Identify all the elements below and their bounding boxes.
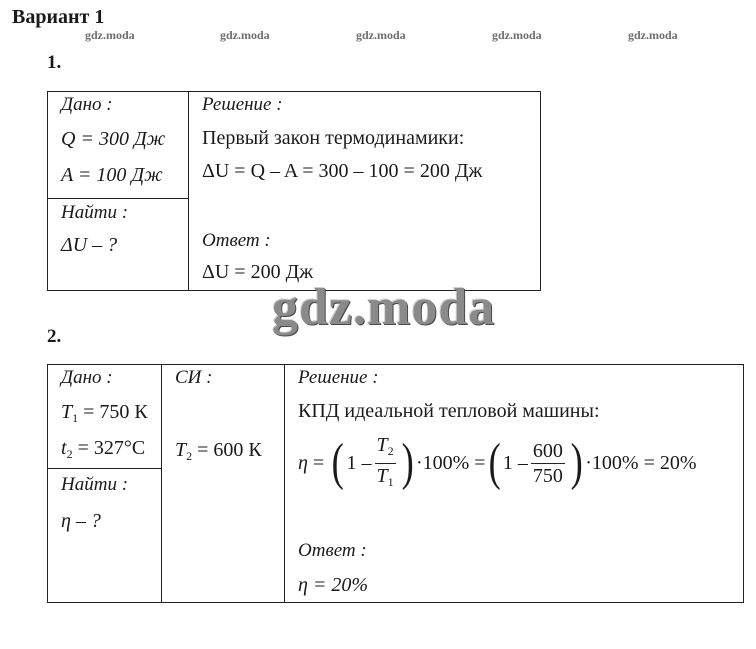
watermark-small: gdz.moda xyxy=(628,28,678,42)
solution-label: Решение : xyxy=(298,367,379,388)
equation: ΔU = Q – A = 300 – 100 = 200 Дж xyxy=(202,160,483,182)
given-value: A = 100 Дж xyxy=(61,164,163,186)
answer-value: η = 20% xyxy=(298,574,369,596)
answer-label: Ответ : xyxy=(202,230,271,251)
efficiency-formula: η = ( 1 – $\frac{T_2}{T_1}$ ) ·100% = ( 1 – $\frac{600}{750}$ ) ·100% = 20% xyxy=(298,433,697,491)
watermark-small: gdz.moda xyxy=(492,28,542,42)
given-t2: $t_2 = 327^\circ C$ xyxy=(61,437,146,461)
watermark-small: gdz.moda xyxy=(356,28,406,42)
given-label: Дано : xyxy=(61,367,113,388)
problem-number: 2. xyxy=(47,326,62,347)
watermark-small: gdz.moda xyxy=(220,28,270,42)
si-value: $T_2 = 600$ К xyxy=(175,439,262,463)
answer-value: ΔU = 200 Дж xyxy=(202,261,314,283)
si-label: СИ : xyxy=(175,367,213,388)
find-value: ΔU – ? xyxy=(61,234,118,256)
answer-label: Ответ : xyxy=(298,540,367,561)
find-value: η – ? xyxy=(61,510,101,532)
solution-label: Решение : xyxy=(202,94,283,115)
page-heading: Вариант 1 xyxy=(12,6,105,28)
given-value: Q = 300 Дж xyxy=(61,128,166,150)
efficiency-text: КПД идеальной тепловой машины: xyxy=(298,400,600,422)
watermark-small: gdz.moda xyxy=(85,28,135,42)
find-label: Найти : xyxy=(61,474,129,495)
given-label: Дано : xyxy=(61,94,113,115)
given-t1: $T_1 = 750$ К xyxy=(61,401,148,425)
watermark-big: gdz.moda xyxy=(272,279,496,336)
law-text: Первый закон термодинамики: xyxy=(202,127,465,149)
problem-number: 1. xyxy=(47,52,62,73)
find-label: Найти : xyxy=(61,202,129,223)
